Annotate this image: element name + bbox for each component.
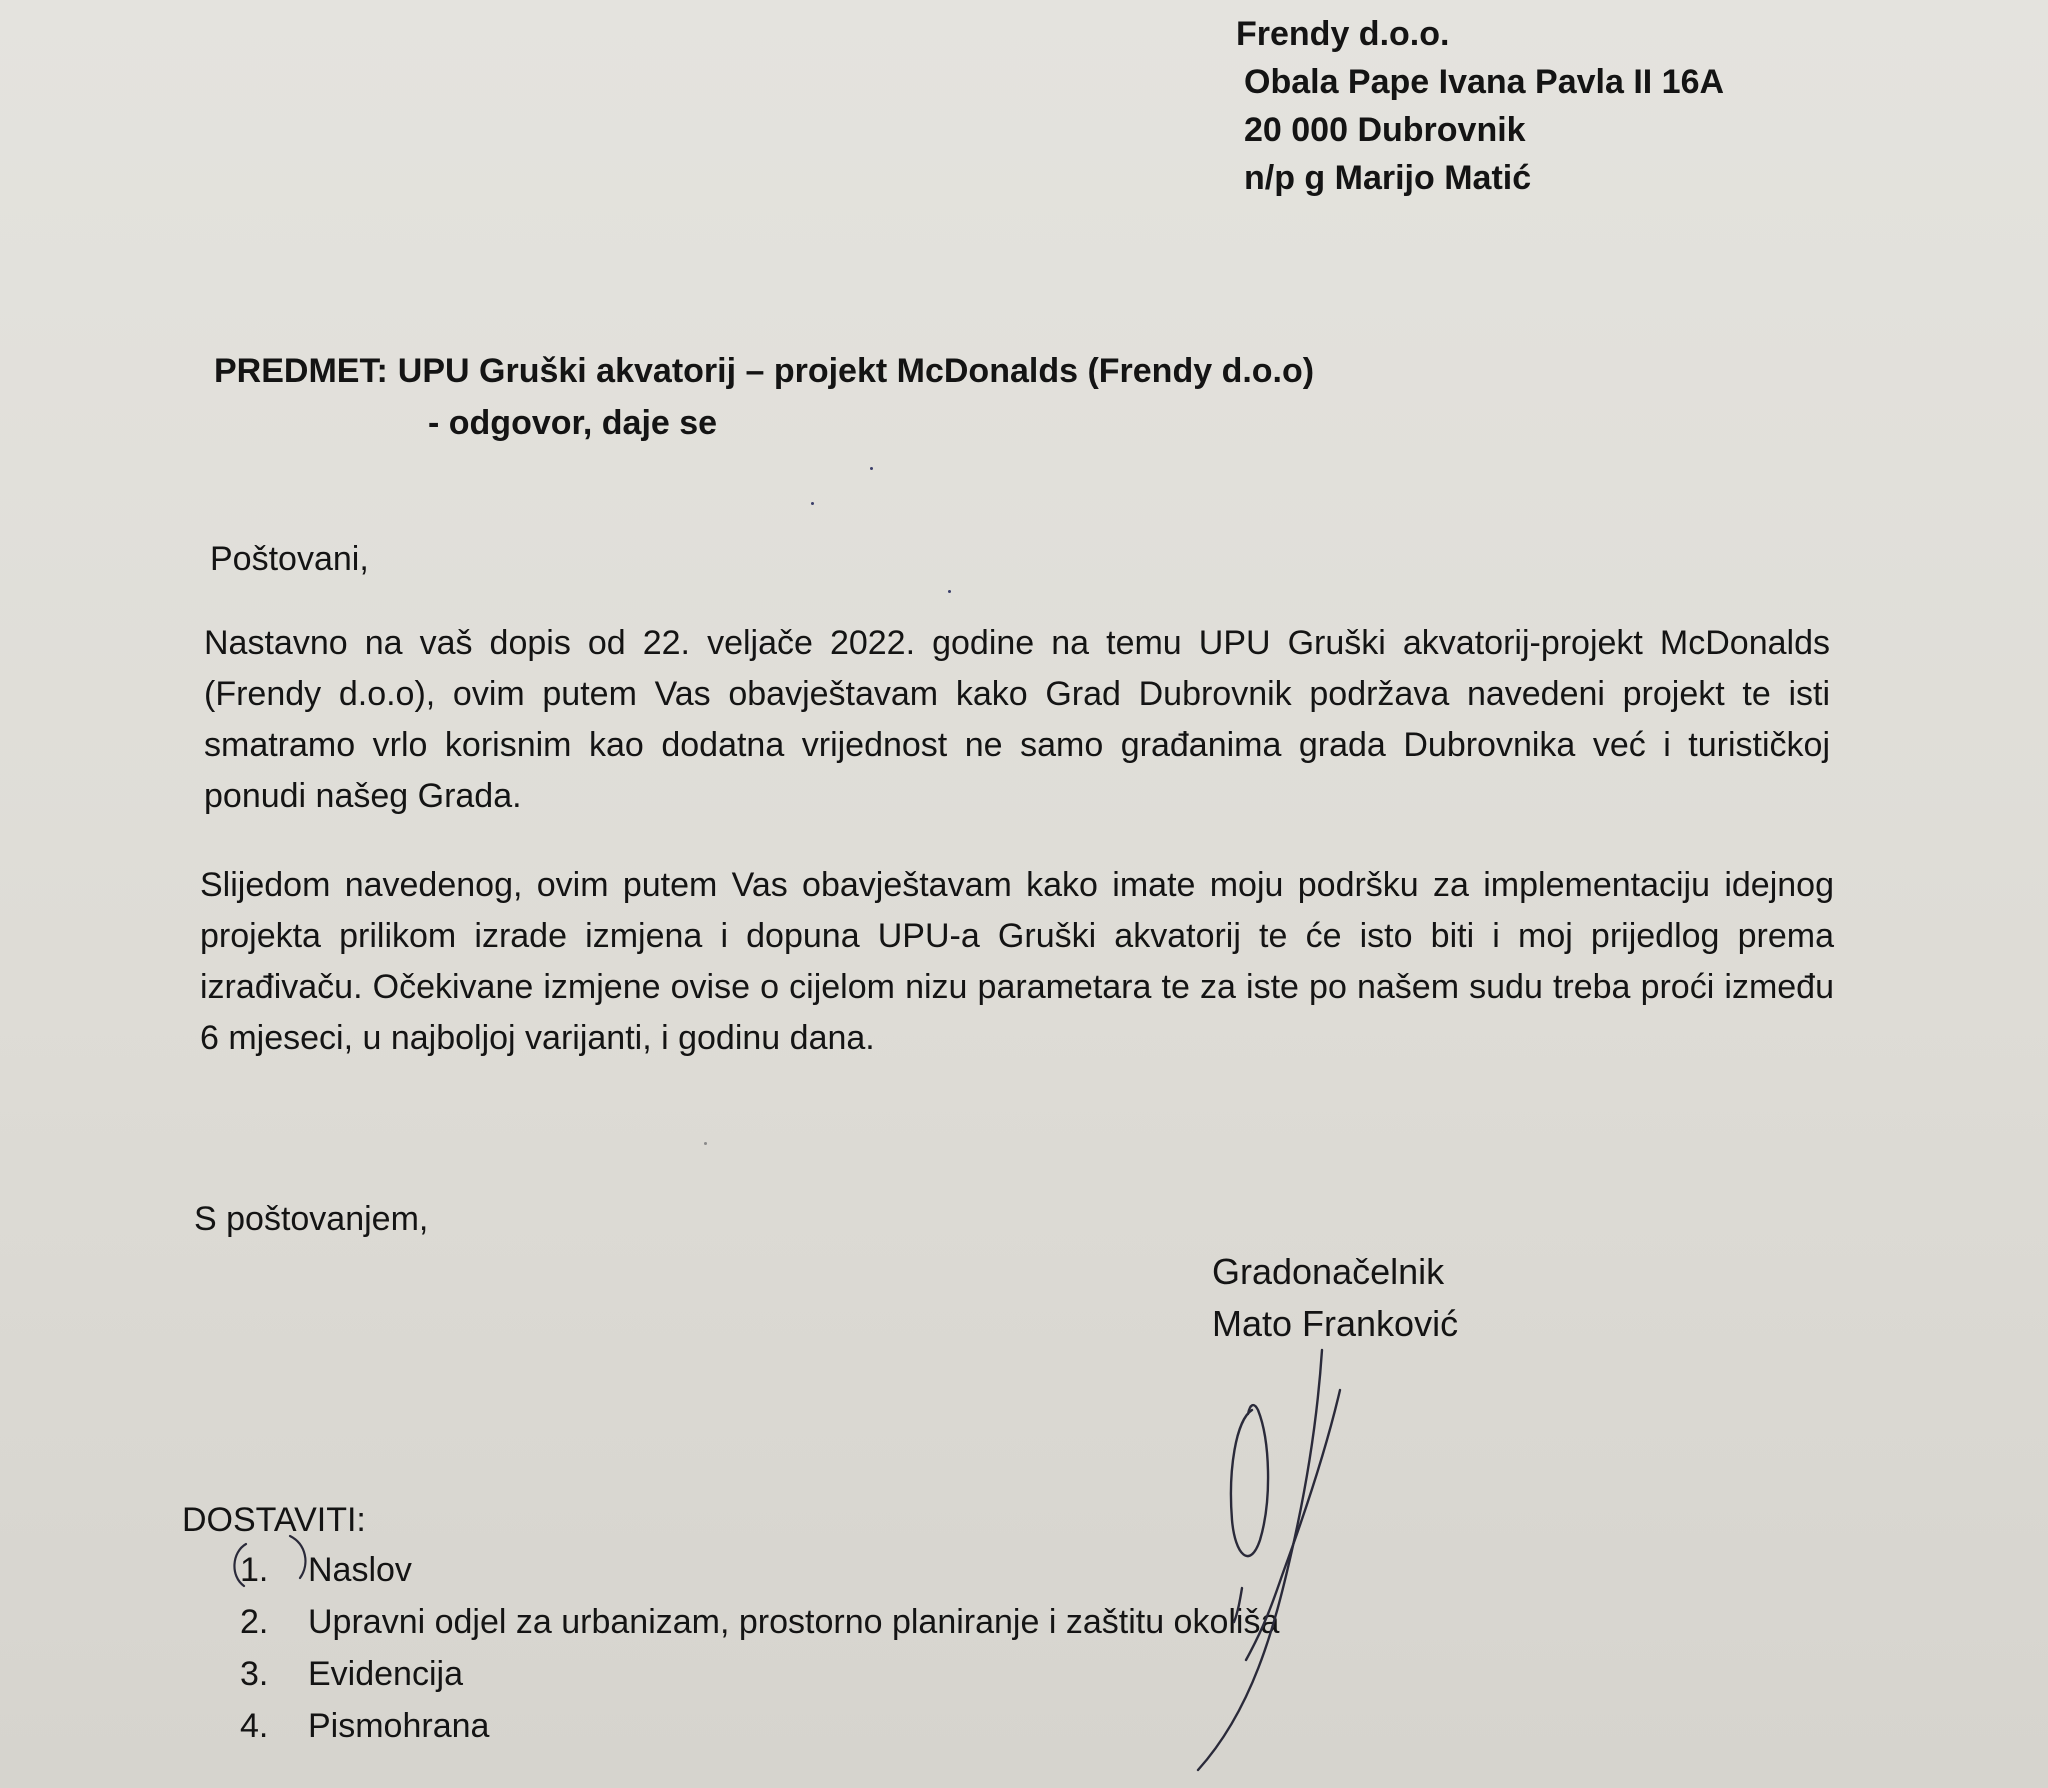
list-item [240, 1700, 1279, 1752]
scan-speck [948, 590, 951, 593]
list-item-number: 3. [240, 1655, 269, 1693]
scan-speck [811, 502, 814, 505]
list-item-text: Upravni odjel za urbanizam, prostorno planiranje i zaštitu okoliša [308, 1603, 1280, 1641]
signer-name: Mato Franković [1212, 1303, 1459, 1344]
scan-speck [870, 467, 873, 470]
distribution-heading: DOSTAVITI: [182, 1501, 366, 1539]
subject-title: UPU Gruški akvatorij – projekt McDonalds (Frendy d.o.o) [397, 352, 1315, 390]
subject-label: PREDMET: [214, 352, 388, 390]
signer-title: Gradonačelnik [1212, 1251, 1445, 1292]
list-item-number: 1. [240, 1551, 269, 1589]
handwritten-signature [1180, 1330, 1380, 1788]
list-item-text: Naslov [308, 1551, 412, 1589]
body-paragraph-2: Slijedom navedenog, ovim putem Vas obavještavam kako imate moju podršku za implementaciju idejnog projekta prilikom izrade izmjena i dopuna UPU-a Gruški akvatorij te će isto biti i moj prijedlog prema izrađivaču. Očekivane izmjene ovise o cijelom nizu parametara te za iste po našem sudu treba proći između 6 mjeseci, u najboljoj varijanti, i godinu dana. [200, 866, 1834, 1057]
list-item-text: Evidencija [308, 1655, 463, 1693]
subject-subtitle: - odgovor, daje se [428, 404, 718, 442]
salutation: Poštovani, [210, 540, 369, 578]
recipient-address [1236, 10, 1724, 202]
pen-circle-mark [226, 1530, 316, 1594]
list-item-text: Pismohrana [308, 1707, 490, 1745]
subject-block [214, 345, 1314, 449]
closing-phrase: S poštovanjem, [194, 1200, 429, 1238]
recipient-company: Frendy d.o.o. [1236, 15, 1450, 53]
recipient-street: Obala Pape Ivana Pavla II 16A [1244, 63, 1725, 101]
list-item-number: 2. [240, 1603, 269, 1641]
recipient-city: 20 000 Dubrovnik [1244, 111, 1526, 149]
list-item [240, 1648, 1279, 1700]
recipient-attention: n/p g Marijo Matić [1244, 159, 1532, 197]
list-item-number: 4. [240, 1707, 269, 1745]
scan-speck [704, 1142, 707, 1145]
list-item [240, 1544, 1279, 1596]
distribution-list [240, 1544, 1279, 1752]
body-paragraph-1: Nastavno na vaš dopis od 22. veljače 2022. godine na temu UPU Gruški akvatorij-projekt McDonalds (Frendy d.o.o), ovim putem Vas obavještavam kako Grad Dubrovnik podržava navedeni projekt te isti smatramo vrlo korisnim kao dodatna vrijednost ne samo građanima grada Dubrovnika već i turističkoj ponudi našeg Grada. [204, 624, 1830, 815]
list-item [240, 1596, 1279, 1648]
